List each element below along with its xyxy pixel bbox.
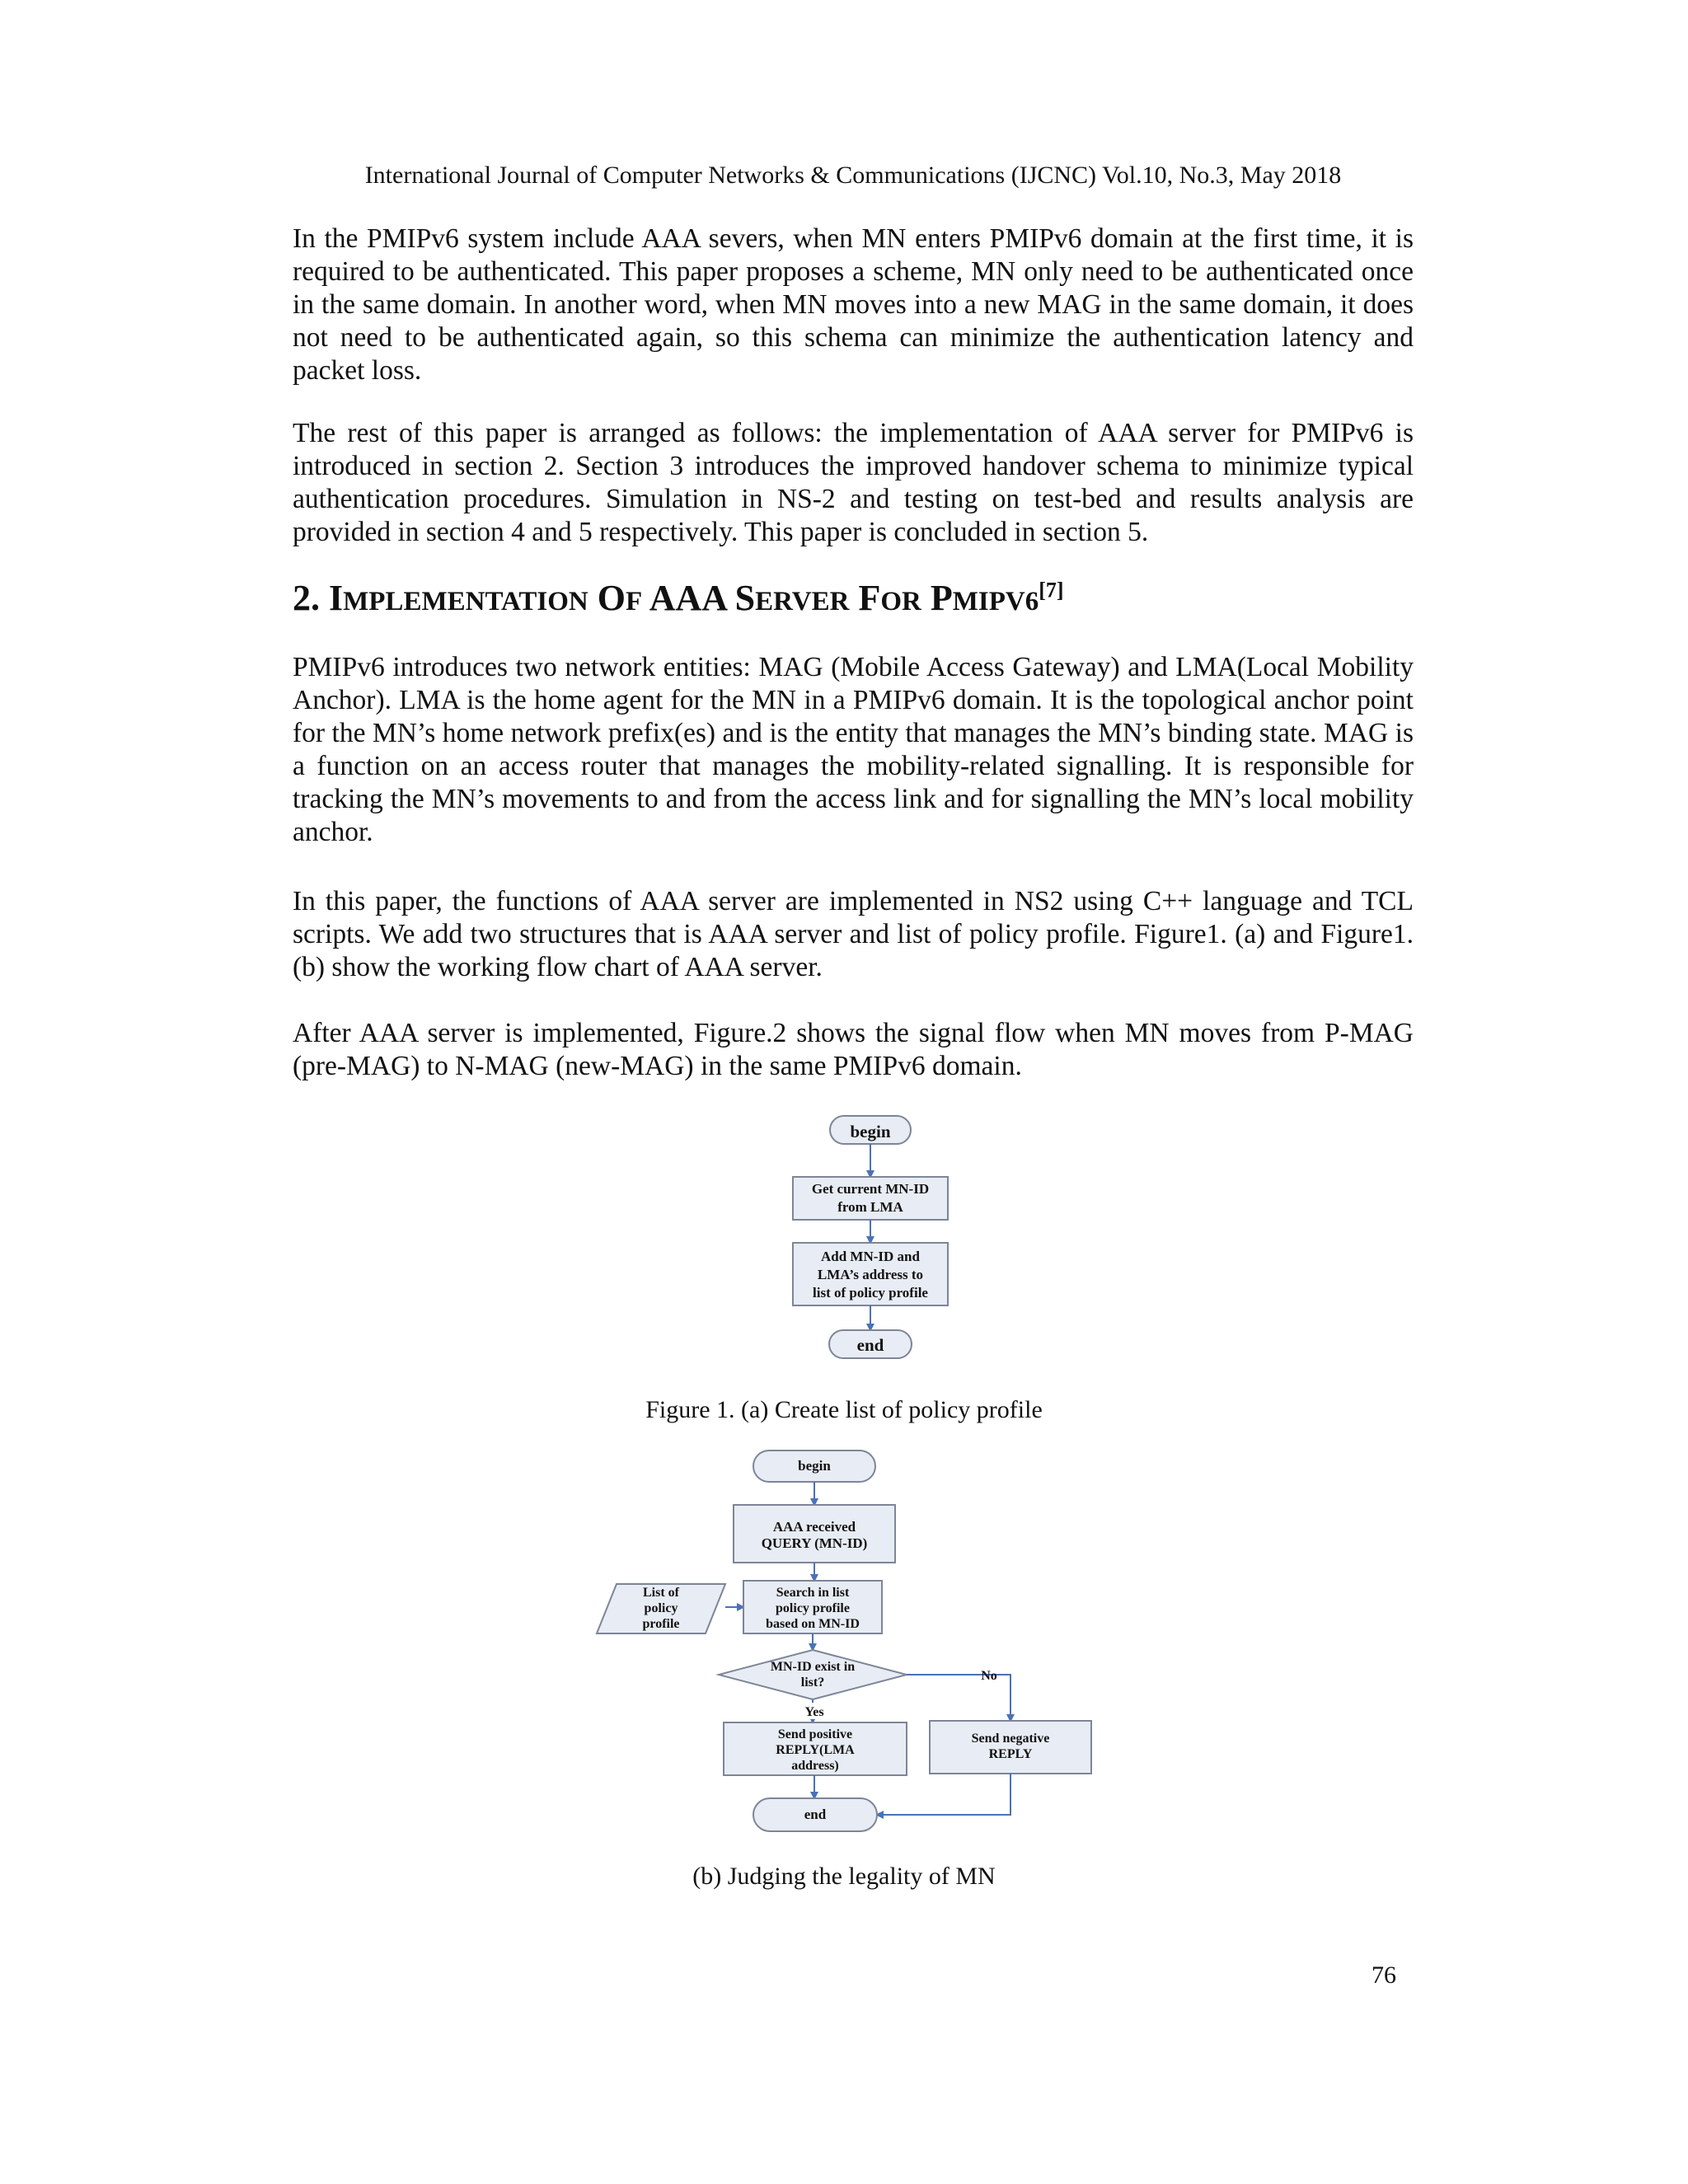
svg-text:LMA’s address to: LMA’s address to [817,1267,924,1282]
svg-text:List of: List of [643,1586,679,1600]
svg-text:list?: list? [800,1675,825,1690]
figure-b [597,1451,1091,1831]
svg-text:Get current MN-ID: Get current MN-ID [811,1181,930,1197]
svg-text:begin: begin [798,1458,831,1474]
running-header: International Journal of Computer Networks & Communications (IJCNC) Vol.10, No.3, May 2018 [364,162,1342,189]
section-heading: 2. IMPLEMENTATION OF AAA SERVER FOR PMIPV6[7] [293,578,1064,618]
svg-text:Add MN-ID and: Add MN-ID and [821,1249,920,1264]
svg-text:Search in list: Search in list [776,1586,850,1600]
page-number: 76 [1372,1961,1396,1989]
svg-text:REPLY(LMA: REPLY(LMA [776,1743,855,1757]
fig-b-decision [719,1650,907,1699]
figure-a [793,1116,948,1358]
figure-a-caption: Figure 1. (a) Create list of policy profile [645,1396,1043,1423]
svg-text:from LMA: from LMA [837,1199,903,1215]
section-paragraph-1: PMIPv6 introduces two network entities: MAG (Mobile Access Gateway) and LMA(Local Mobility Anchor). LMA is the home agent for the MN in a PMIPv6 domain. It is the topological anchor point for the MN’s home network prefix(es) and is the entity that manages the MN’s binding state. MAG is a function on an access router that manages the mobility-related signalling. It is responsible for tracking the MN’s movements to and from the access link and for signalling the MN’s local mobility anchor. [293,652,1414,847]
svg-text:QUERY (MN-ID): QUERY (MN-ID) [761,1535,868,1551]
section-paragraph-2: In this paper, the functions of AAA server are implemented in NS2 using C++ language and TCL scripts. We add two structures that is AAA server and list of policy profile. Figure1. (a) and Figure1. (b) show the working flow chart of AAA server. [293,886,1414,982]
intro-paragraph-1: In the PMIPv6 system include AAA severs, when MN enters PMIPv6 domain at the first time, it is required to be authenticated. This paper proposes a scheme, MN only need to be authenticated once in the same domain. In another word, when MN moves into a new MAG in the same domain, it does not need to be authenticated again, so this schema can minimize the authentication latency and packet loss. [293,223,1414,386]
svg-text:based on MN-ID: based on MN-ID [766,1617,860,1631]
svg-text:end: end [856,1335,884,1355]
svg-text:Send positive: Send positive [777,1727,853,1741]
svg-text:policy profile: policy profile [776,1601,850,1615]
svg-text:policy: policy [644,1601,678,1615]
svg-text:profile: profile [642,1617,680,1631]
svg-text:list of policy profile: list of policy profile [813,1285,928,1301]
svg-text:MN-ID exist in: MN-ID exist in [770,1660,856,1674]
svg-text:Send negative: Send negative [971,1732,1050,1746]
svg-text:REPLY: REPLY [988,1747,1033,1761]
figure-b-caption: (b) Judging the legality of MN [692,1863,996,1890]
svg-text:begin: begin [850,1122,891,1141]
fig-b-arrow-neg-end [877,1774,1010,1815]
svg-text:AAA received: AAA received [772,1519,856,1535]
fig-b-label-yes: Yes [804,1705,824,1719]
intro-paragraph-2: The rest of this paper is arranged as follows: the implementation of AAA server for PMIPv6 is introduced in section 2. Section 3 introduces the improved handover schema to minimize typical authentication procedures. Simulation in NS-2 and testing on test-bed and results analysis are provided in section 4 and 5 respectively. This paper is concluded in section 5. [293,418,1414,547]
section-paragraph-3: After AAA server is implemented, Figure.2 shows the signal flow when MN moves from P-MAG (pre-MAG) to N-MAG (new-MAG) in the same PMIPv6 domain. [293,1018,1414,1081]
svg-text:address): address) [791,1759,839,1773]
svg-text:end: end [804,1807,827,1822]
fig-b-label-no: No [981,1669,997,1683]
